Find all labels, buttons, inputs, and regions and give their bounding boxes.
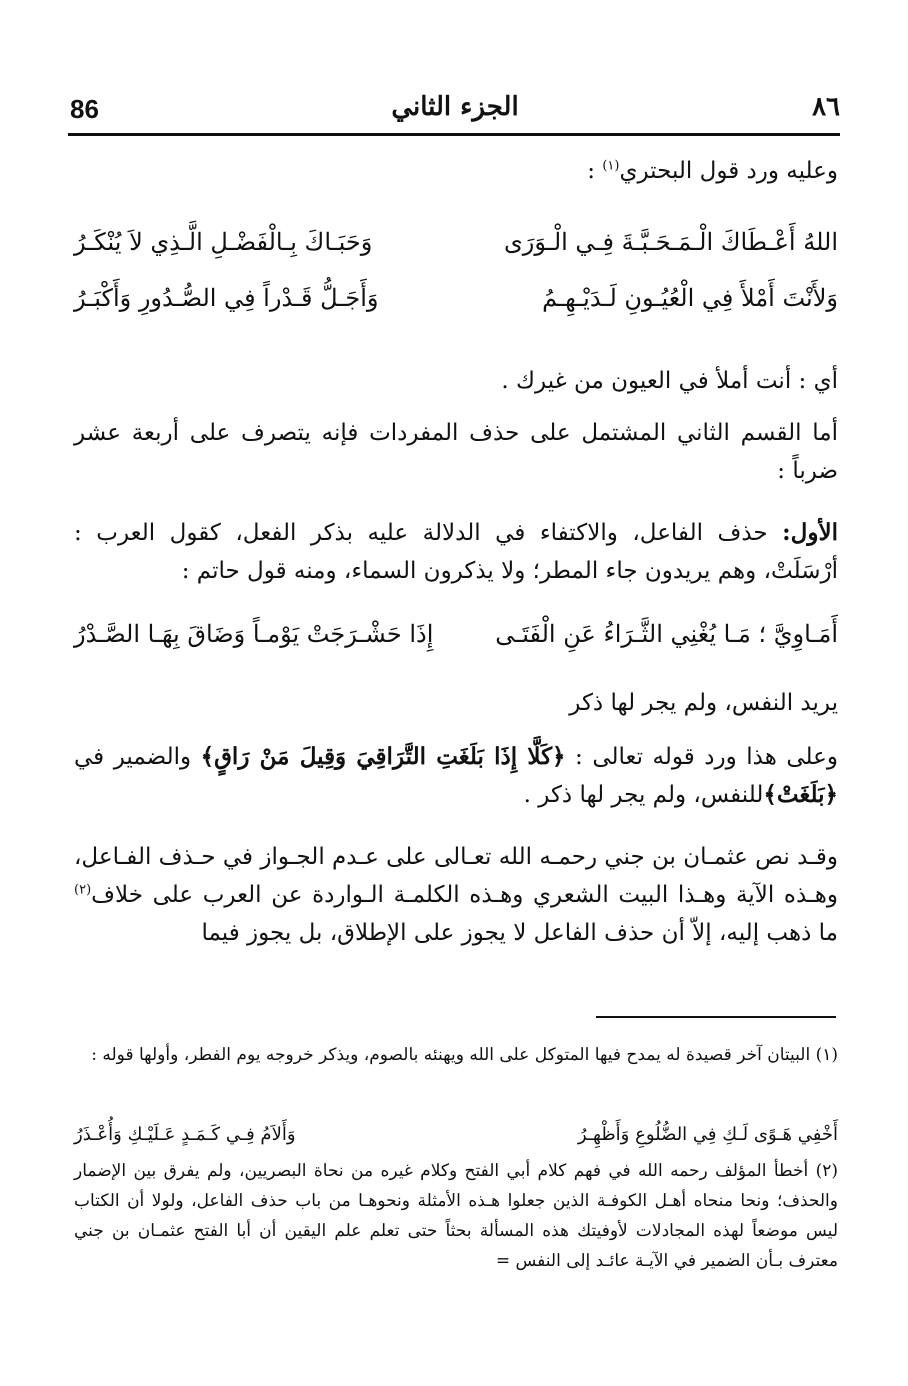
footnote-1-verse xyxy=(74,1124,838,1154)
verse-line-1 xyxy=(74,228,838,268)
quran-word: ﴿بَلَغَتْ﴾ xyxy=(763,781,838,808)
quran-verse: ﴿كَلَّا إِذَا بَلَغَتِ التَّرَاقِيَ وَقِيلَ مَنْ رَاقٍ﴾ xyxy=(200,743,566,770)
intro-colon: : xyxy=(587,158,603,184)
header-rule xyxy=(68,133,840,136)
paragraph-section-two: أما القسم الثاني المشتمل على حذف المفردات فإنه يتصرف على أربعة عشر ضرباً : xyxy=(74,420,838,484)
footnote-2-marker: (٢) xyxy=(815,1161,838,1181)
paragraph-ibn-jinni xyxy=(74,838,838,952)
verse-1-second-hemistich: وَحَبَـاكَ بِـالْفَضْـلِ الَّـذِي لاَ يُنْكَـرُ xyxy=(74,228,373,256)
verse-3-first-hemistich: أَمَـاوِيَّ ؛ مَـا يُغْنِي الثَّـرَاءُ عَنِ الْفَتَـى xyxy=(495,620,838,648)
explanation-line: أي : أنت أملأ في العيون من غيرك . xyxy=(501,368,838,394)
footnote-1 xyxy=(74,1040,838,1070)
paragraph-first-type xyxy=(74,514,838,590)
footnote-1-text: البيتان آخر قصيدة له يمدح فيها المتوكل على الله ويهنئه بالصوم، ويذكر خروجه يوم الفطر، وأولها قوله : xyxy=(91,1045,816,1065)
footnote-1-marker: (١) xyxy=(815,1045,838,1065)
footnote-2 xyxy=(74,1156,838,1276)
verse-2-second-hemistich: وَأَجَـلُّ قَـدْراً فِي الصُّـدُورِ وَأَكْبَـرُ xyxy=(74,284,379,312)
footnote-ref-2: (٢) xyxy=(74,882,92,898)
paragraph-quran-citation xyxy=(74,738,838,814)
quran-intro-text: وعلى هذا ورد قوله تعالى : xyxy=(565,744,838,770)
intro-line xyxy=(74,152,838,190)
footnote-2-text: أخطأ المؤلف رحمه الله في فهم كلام أبي الفتح وكلام غيره من نحاة البصريين، ولم يفرق بين الإضمار والحذف؛ ونحا منحاه أهـل الكوفـة الذين جعلوا هـذه الأمثلة ونحوهـا من باب حذف الفاعل، ولولا أن الكتاب ليس موضعاً لهذه المجادلات لأوفيتك هذه المسألة بحثاً حتى تعلم علم اليقين أن أبا الفتح عثمـان بن جني معترف بـأن الضمير في الآيـة عائـد إلى النفس = xyxy=(74,1161,838,1271)
footnote-ref-1: (١) xyxy=(602,158,620,174)
verse-line-3 xyxy=(74,620,838,660)
paragraph-first-type-text: حذف الفاعل، والاكتفاء في الدلالة عليه بذكر الفعل، كقول العرب : أرْسَلَتْ، وهم يريدون جاء المطر؛ ولا يذكرون السماء، ومنه قول حاتم : xyxy=(74,520,838,584)
page-number-latin: 86 xyxy=(70,94,99,124)
verse-line-2 xyxy=(74,284,838,324)
page-number-arabic: ٨٦ xyxy=(812,92,840,122)
footnote-separator xyxy=(596,1016,836,1018)
running-header xyxy=(70,92,840,132)
verse-2-first-hemistich: وَلأَنْتَ أَمْلأَ فِي الْعُيُـونِ لَـدَيْـهِـمُ xyxy=(542,284,838,312)
paragraph-lead-word: الأول: xyxy=(782,519,838,546)
footnote-verse-second-hemistich: وَأَلاَمُ فِـي كَـمَـدٍ عَـلَيْـكِ وَأُعْـذَرُ xyxy=(74,1124,296,1145)
footnote-verse-first-hemistich: أَخْفِي هَـوًى لَـكِ فِي الضُّلُوعِ وَأَظْهِـرُ xyxy=(577,1124,838,1145)
paragraph-implied-subject: يريد النفس، ولم يجر لها ذكر xyxy=(569,690,838,716)
ibn-jinni-text-a: وقـد نص عثمـان بن جني رحمـه الله تعـالى على عـدم الجـواز في حـذف الفـاعل، وهـذه الآية وهـذا البيت الشعري وهـذه الكلمـة الـواردة عن العرب على خلاف xyxy=(74,844,838,908)
verse-1-first-hemistich: اللهُ أَعْـطَاكَ الْـمَـحَـبَّـةَ فِـي الْـوَرَى xyxy=(504,228,838,256)
running-title: الجزء الثاني xyxy=(391,92,519,122)
quran-mid-text: والضمير في xyxy=(74,744,201,770)
verse-3-second-hemistich: إِذَا حَشْـرَجَتْ يَوْمـاً وَضَاقَ بِهَـا الصَّـدْرُ xyxy=(74,620,434,648)
quran-end-text: للنفس، ولم يجر لها ذكر . xyxy=(523,782,764,808)
intro-text: وعليه ورد قول البحتري xyxy=(619,158,838,184)
ibn-jinni-text-b: ما ذهب إليه، إلاّ أن حذف الفاعل لا يجوز على الإطلاق، بل يجوز فيما xyxy=(201,920,838,946)
